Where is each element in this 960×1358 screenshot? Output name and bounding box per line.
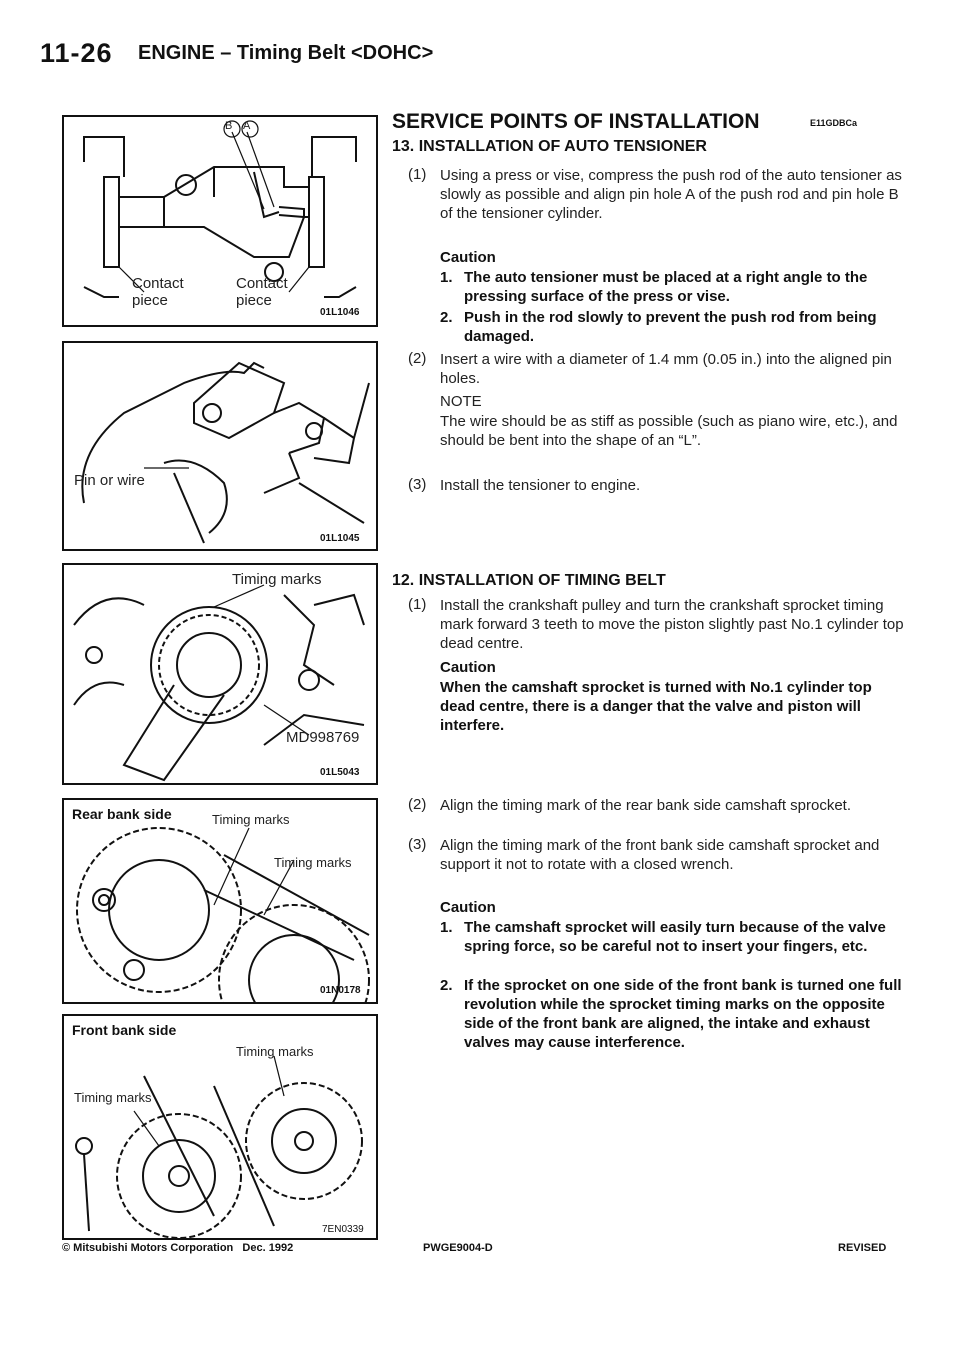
front-bank-illustration xyxy=(64,1016,376,1238)
timing-marks-label-2: Timing marks xyxy=(74,1090,152,1105)
item-13-caution-1: The auto tensioner must be placed at a right angle to the pressing surface of the press or vise. xyxy=(464,269,868,305)
pin-or-wire-label: Pin or wire xyxy=(74,472,145,489)
item-13-caution-2: Push in the rod slowly to prevent the push rod from being damaged. xyxy=(464,309,877,345)
tensioner-press-illustration xyxy=(64,117,376,325)
figure-auto-tensioner-press xyxy=(62,115,378,327)
tool-number-label: MD998769 xyxy=(286,729,360,746)
crankshaft-sprocket-illustration xyxy=(64,565,376,783)
item-13-note: The wire should be as stiff as possible (such as piano wire, etc.), and should be bent into the shape of an “L”. xyxy=(440,413,898,449)
item-13-step-1-number: (1) xyxy=(408,166,427,183)
contact-piece-label-right: Contact piece xyxy=(236,275,288,309)
front-bank-title: Front bank side xyxy=(72,1022,177,1038)
figure-crankshaft-sprocket xyxy=(62,563,378,785)
rear-bank-illustration xyxy=(64,800,376,1002)
figure-rear-bank-side xyxy=(62,798,378,1004)
item-12-caution-2-2-number: 2. xyxy=(440,977,453,994)
item-13-step-2: Insert a wire with a diameter of 1.4 mm (0.05 in.) into the aligned pin holes. xyxy=(440,351,892,387)
pin-hole-marker-a: A xyxy=(243,120,251,132)
item-12-caution-2-label: Caution xyxy=(440,899,496,916)
timing-marks-label-1: Timing marks xyxy=(212,812,290,827)
item-12-step-1-number: (1) xyxy=(408,596,427,613)
figure-code: 01L1045 xyxy=(320,533,360,544)
footer-status: REVISED xyxy=(838,1242,887,1254)
item-12-caution-2-2: If the sprocket on one side of the front bank is turned one full revolution while the sprocket timing marks on the opposite side of the front bank are aligned, the intake and exhaust valves may cause interference. xyxy=(464,977,902,1051)
item-12-step-3-number: (3) xyxy=(408,836,427,853)
item-13-step-1: Using a press or vise, compress the push rod of the auto tensioner as slowly as possible and align pin hole A of the push rod and pin hole B of the tensioner cylinder. xyxy=(440,167,902,222)
pin-hole-marker-b: B xyxy=(225,120,233,132)
page-title: ENGINE – Timing Belt <DOHC> xyxy=(138,42,434,64)
item-12-step-3: Align the timing mark of the front bank side camshaft sprocket and support it not to rotate with a closed wrench. xyxy=(440,837,880,873)
timing-marks-label-1: Timing marks xyxy=(236,1044,314,1059)
figure-code: 7EN0339 xyxy=(322,1224,364,1235)
item-13-step-3-number: (3) xyxy=(408,476,427,493)
contact-piece-label-left: Contact piece xyxy=(132,275,184,309)
section-code: E11GDBCa xyxy=(810,118,858,128)
timing-marks-label: Timing marks xyxy=(232,571,322,588)
item-12-caution-2-1: The camshaft sprocket will easily turn because of the valve spring force, so be careful not to insert your fingers, etc. xyxy=(464,919,886,955)
item-12-step-2: Align the timing mark of the rear bank side camshaft sprocket. xyxy=(440,797,852,814)
item-13-note-label: NOTE xyxy=(440,393,482,410)
item-12-heading: 12. INSTALLATION OF TIMING BELT xyxy=(392,572,666,589)
pin-insertion-illustration xyxy=(64,343,376,549)
item-12-caution-2-1-number: 1. xyxy=(440,919,453,936)
item-13-step-3: Install the tensioner to engine. xyxy=(440,477,641,494)
item-12-step-1: Install the crankshaft pulley and turn the crankshaft sprocket timing mark forward 3 teeth to move the piston slightly past No.1 cylinder top dead centre. xyxy=(440,597,904,652)
section-title: SERVICE POINTS OF INSTALLATION xyxy=(392,110,760,133)
item-12-caution-label: Caution xyxy=(440,659,496,676)
footer-doc-code: PWGE9004-D xyxy=(423,1242,493,1254)
item-13-caution-1-number: 1. xyxy=(440,269,453,286)
figure-pin-insertion xyxy=(62,341,378,551)
figure-code: 01L5043 xyxy=(320,767,360,778)
item-12-step-2-number: (2) xyxy=(408,796,427,813)
timing-marks-label-2: Timing marks xyxy=(274,855,352,870)
item-12-caution: When the camshaft sprocket is turned with No.1 cylinder top dead centre, there is a danger that the valve and piston will interfere. xyxy=(440,679,872,734)
page-number: 11-26 xyxy=(40,38,113,68)
item-13-step-2-number: (2) xyxy=(408,350,427,367)
figure-front-bank-side xyxy=(62,1014,378,1240)
item-13-caution-2-number: 2. xyxy=(440,309,453,326)
footer-copyright: © Mitsubishi Motors Corporation Dec. 1992 xyxy=(62,1242,294,1254)
item-13-heading: 13. INSTALLATION OF AUTO TENSIONER xyxy=(392,138,707,155)
figure-code: 01L1046 xyxy=(320,307,360,318)
figure-code: 01N0178 xyxy=(320,985,361,996)
rear-bank-title: Rear bank side xyxy=(72,806,172,822)
item-13-caution-label: Caution xyxy=(440,249,496,266)
